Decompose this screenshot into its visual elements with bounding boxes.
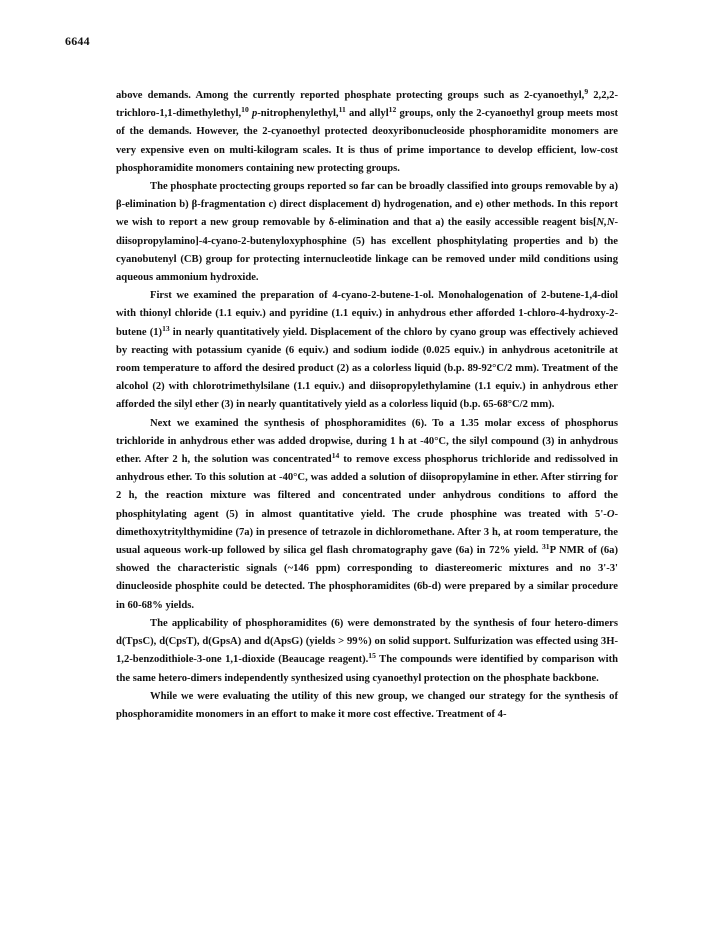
citation-14: 14 [331,451,340,461]
citation-10: 10 [241,105,249,115]
citation-15: 15 [368,651,376,661]
citation-12: 12 [388,105,397,115]
text-run: groups, only the 2-cyanoethyl group meets most of the demands. However, the 2-cyanoethyl protected deoxyribonucleoside phosphoramidite monomers are very expensive even on multi-kilogram scales. It is thus of prime importance to develop efficient, low-cost phosphoramidite monomers containing new protecting groups. [116,108,618,174]
paragraph-3 [116,287,618,414]
text-run: and allyl [345,108,389,120]
text-run: While we were evaluating the utility of this new group, we changed our strategy for the synthesis of phosphoramidite monomers in an effort to make it more cost effective. Treatment of 4- [116,690,618,720]
text-run: First we examined the preparation of 4-cyano-2-butene-1-ol. Monohalogenation of 2-butene-1,4-diol with thionyl chloride (1.1 equiv.) and pyridine (1.1 equiv.) in anhydrous ether afforded 1-chloro-4-hydroxy-2-butene (1) [116,290,618,338]
citation-11: 11 [338,105,346,115]
paragraph-1 [116,87,618,178]
text-run: -nitrophenylethyl, [257,108,339,120]
citation-9: 9 [584,87,589,96]
text-run: 2,2,2-trichloro-1,1-dimethylethyl, [116,90,618,120]
paragraph-6 [116,688,618,724]
paragraph-4 [116,415,618,615]
italic-run: O [606,508,615,520]
text-run: P NMR of (6a) showed the characteristic signals (~146 ppm) corresponding to diastereomeric mixtures and no 3'-3' dinucleoside phosphite could be detected. The phosphoramidites (6b-d) were prepared by a similar procedure in 60-68% yields. [116,545,619,611]
page-number: 6644 [65,34,90,48]
paragraph-5 [116,615,618,688]
text-run: in nearly quantitatively yield. Displacement of the chloro by cyano group was effectively achieved by reacting with potassium cyanide (6 equiv.) and sodium iodide (0.025 equiv.) in anhydrous acetonitrile at room temperature to afford the desired product (2) as a colorless liquid (b.p. 89-92°C/2 mm). Treatment of the alcohol (2) with chlorotrimethylsilane (1.1 equiv.) and diisopropylethylamine (1.1 equiv.) in anhydrous ether afforded the silyl ether (3) in nearly quantitatively yield as a colorless liquid (b.p. 65-68°C/2 mm). [116,326,618,411]
text-run: The compounds were identified by comparison with the same hetero-dimers independently synthesized using cyanoethyl protection on the phosphate backbone. [116,654,618,684]
paragraph-2 [116,178,618,287]
text-run: The applicability of phosphoramidites (6) were demonstrated by the synthesis of four hetero-dimers d(TpsC), d(CpsT), d(GpsA) and d(ApsG) (yields > 99%) on solid support. Sulfurization was effected using 3H-1,2-benzodithiole-3-one 1,1-dioxide (Beaucage reagent). [116,617,618,666]
citation-13: 13 [162,323,170,333]
text-run: -dimethoxytritylthymidine (7a) in presence of tetrazole in dichloromethane. After 3 h, at room temperature, the usual aqueous work-up followed by silica gel flash chromatography gave (6a) in 72% yield. [116,508,618,557]
text-run: to remove excess phosphorus trichloride and redissolved in anhydrous ether. To this solution at -40°C, was added a solution of diisopropylamine in ether. After stirring for 2 h, the reaction mixture was filtered and concentrated under anhydrous conditions to afford the phosphitylating agent (5) in almost quantitative yield. The crude phosphine was treated with 5'- [116,454,618,520]
text-run: Next we examined the synthesis of phosphoramidites (6). To a 1.35 molar excess of phosphorus trichloride in anhydrous ether was added dropwise, during 1 h at -40°C, the silyl compound (3) in anhydrous ether. After 2 h, the solution was concentrated [116,417,618,466]
isotope-31: 31 [541,542,550,552]
text-run: The phosphate proctecting groups reported so far can be broadly classified into groups removable by a) β-elimination b) β-fragmentation c) direct displacement d) hydrogenation, and e) other methods. In this report we wish to report a new group removable by δ-elimination and that a) the easily accessible reagent bis[ [116,181,618,229]
text-run: above demands. Among the currently reported phosphate protecting groups such as 2-cyanoethyl, [116,90,585,101]
italic-run: N,N [596,217,615,229]
text-run: -diisopropylamino]-4-cyano-2-butenyloxyphosphine (5) has excellent phosphitylating properties and b) the cyanobutenyl (CB) group for protecting internucleotide linkage can be removed under mild conditions using aqueous ammonium hydroxide. [116,217,618,284]
article-body [116,87,618,724]
italic-run: p [248,108,258,120]
